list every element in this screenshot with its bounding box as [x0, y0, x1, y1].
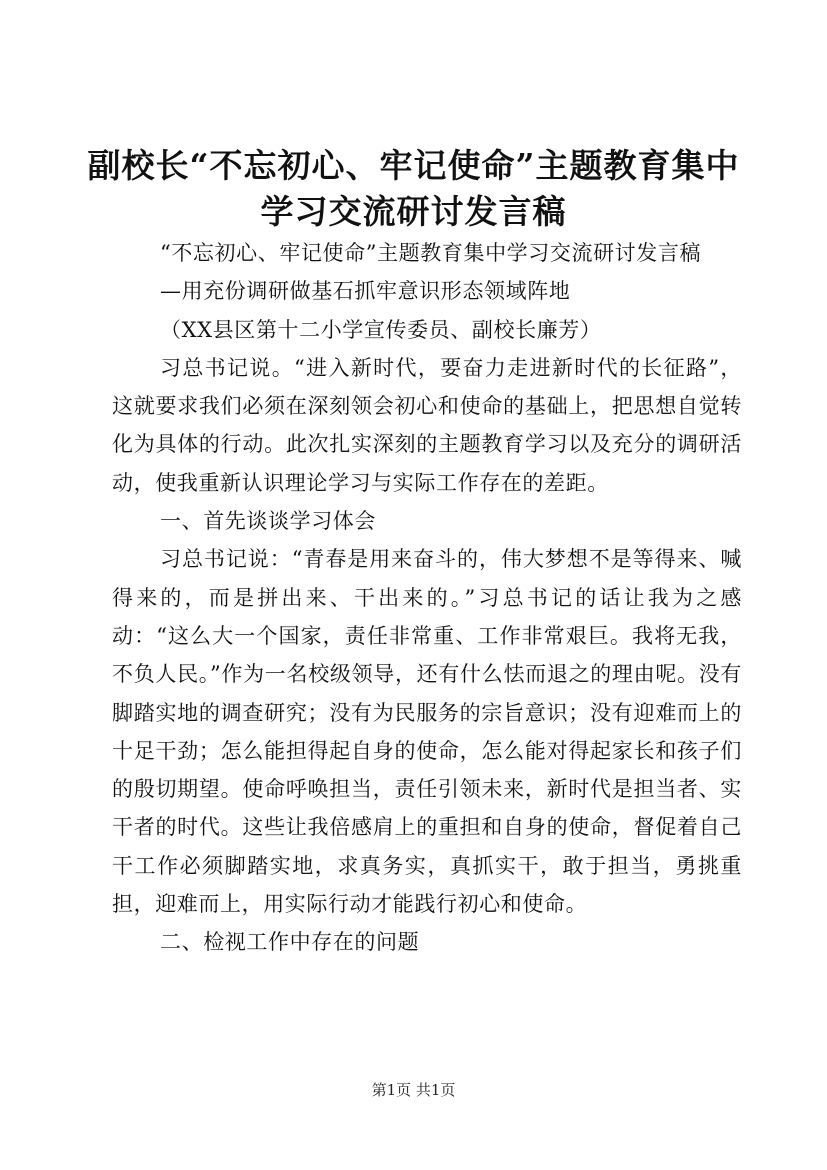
subtitle-line-1: “不忘初心、牢记使命”主题教育集中学习交流研讨发言稿 — [160, 241, 702, 265]
paragraph-learning: 习总书记说：“青春是用来奋斗的，伟大梦想不是等得来、喊得来的，而是拼出来、干出来的。”习总书记的话让我为之感动：“这么大一个国家，责任非常重、工作非常艰巨。我将无我，不负人民。”作为一名校级领导，还有什么怯而退之的理由呢。没有脚踏实地的调查研究；没有为民服务的宗旨意识；没有迎难而上的十足干劲；怎么能担得起自身的使命，怎么能对得起家长和孩子们的殷切期望。使命呼唤担当，责任引领未来，新时代是担当者、实干者的时代。这些让我倍感肩上的重担和自身的使命，督促着自己干工作必须脚踏实地，求真务实，真抓实干，敢于担当，勇挑重担，迎难而上，用实际行动才能践行初心和使命。 — [112, 547, 742, 917]
author-line: （XX县区第十二小学宣传委员、副校长廉芳） — [160, 317, 602, 342]
paragraph-intro: 习总书记说。“进入新时代，要奋力走进新时代的长征路”，这就要求我们必须在深刻领会初心和使命的基础上，把思想自觉转化为具体的行动。此次扎实深刻的主题教育学习以及充分的调研活动，使我重新认识理论学习与实际工作存在的差距。 — [112, 355, 742, 495]
section-heading-2: 二、检视工作中存在的问题 — [160, 930, 420, 955]
subtitle-line-2: —用充份调研做基石抓牢意识形态领域阵地 — [160, 279, 571, 304]
section-heading-1: 一、首先谈谈学习体会 — [160, 509, 376, 534]
document-title-line-1: 副校长“不忘初心、牢记使命”主题教育集中 — [87, 146, 740, 185]
document-body — [112, 234, 742, 962]
document-title-line-2: 学习交流研讨发言稿 — [260, 192, 567, 231]
page-footer: 第1页 共1页 — [371, 1081, 456, 1099]
